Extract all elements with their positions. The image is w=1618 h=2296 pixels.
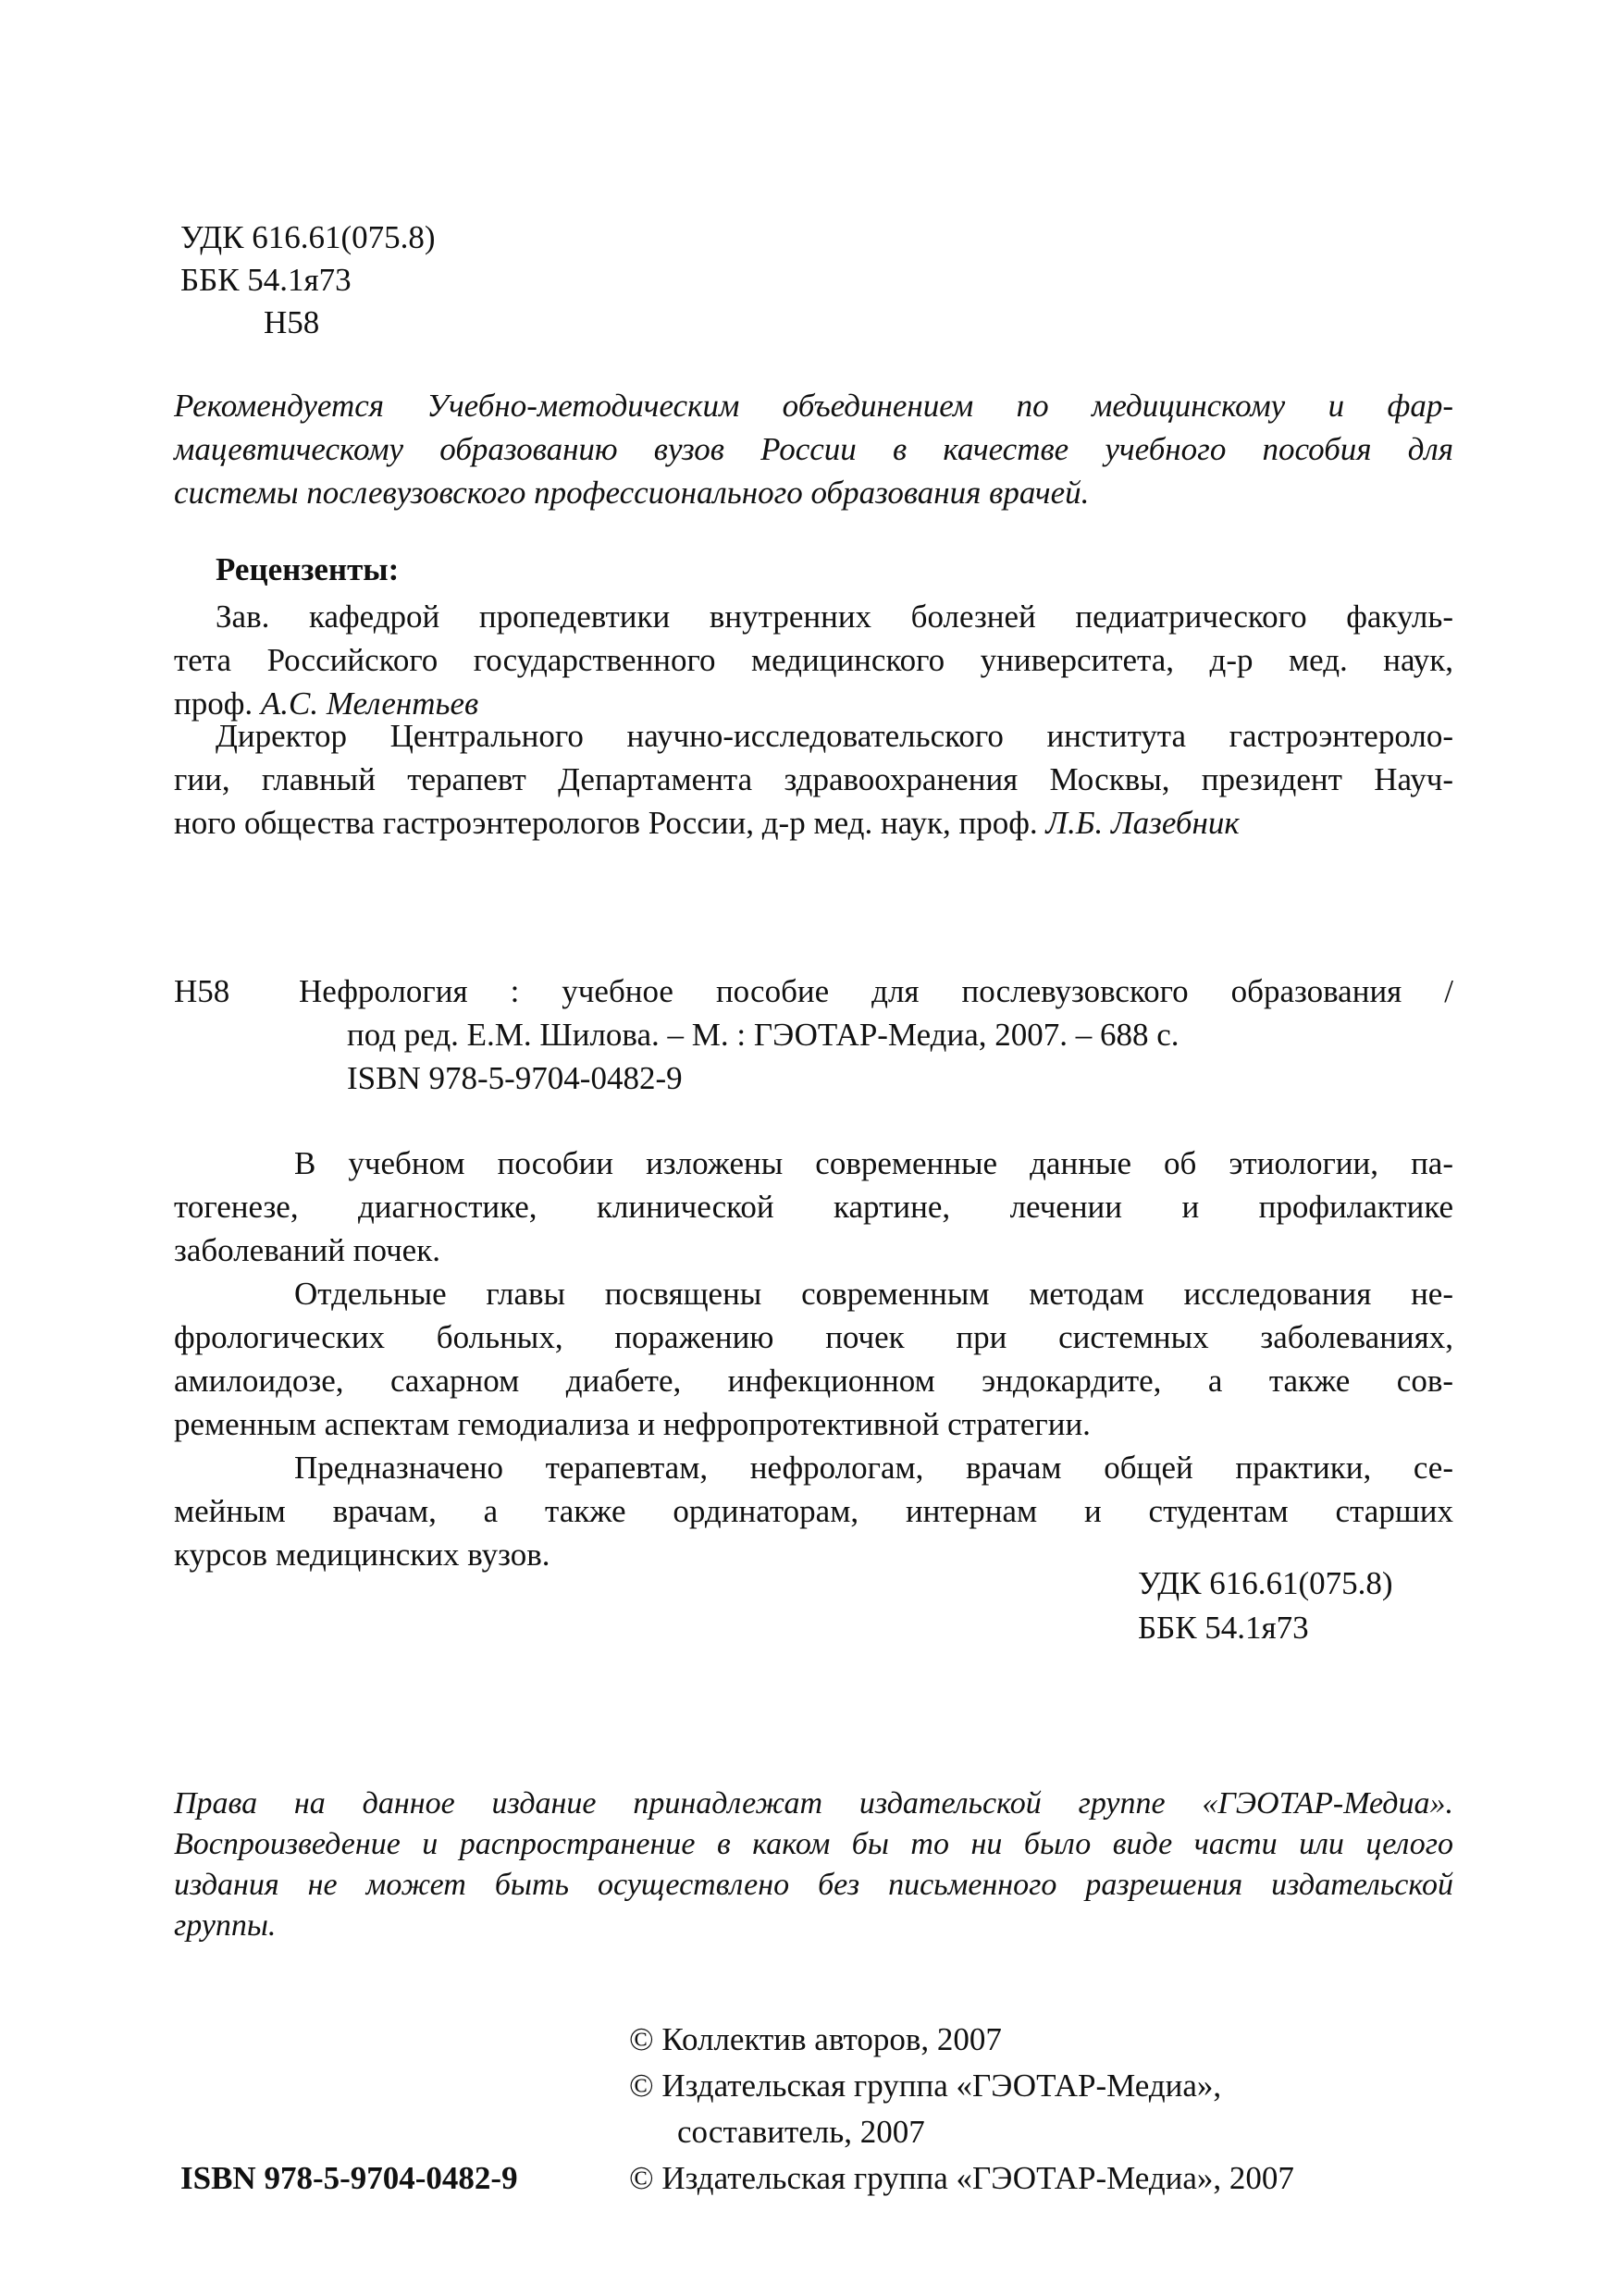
- annotation-line: Отдельные главы посвящены современным методам исследования не-: [294, 1276, 1453, 1312]
- bbk-code: ББК 54.1я73: [180, 262, 352, 298]
- isbn: ISBN 978-5-9704-0482-9: [180, 2160, 518, 2196]
- udk-code: УДК 616.61(075.8): [180, 219, 436, 255]
- bib-line: Нефрология : учебное пособие для послевузовского образования /: [299, 973, 1453, 1009]
- bibliographic-record: [299, 969, 1453, 1100]
- reviewer-line: тета Российского государственного медицинского университета, д-р мед. наук,: [174, 642, 1453, 678]
- reviewer-name: Л.Б. Лазебник: [1045, 805, 1240, 841]
- reviewer-line: гии, главный терапевт Департамента здравоохранения Москвы, президент Науч-: [174, 761, 1453, 797]
- bib-isbn: ISBN 978-5-9704-0482-9: [347, 1060, 683, 1096]
- reviewers-heading: Рецензенты:: [216, 551, 400, 587]
- author-mark: Н58: [264, 304, 320, 340]
- bib-author-mark: Н58: [174, 973, 230, 1009]
- isbn-block: [180, 2109, 518, 2202]
- rights-line: Права на данное издание принадлежат издательской группе «ГЭОТАР-Медиа».: [174, 1786, 1453, 1821]
- copyright-line: © Издательская группа «ГЭОТАР-Медиа»,: [629, 2068, 1222, 2104]
- rights-line: Воспроизведение и распространение в каком бы то ни было виде части или целого: [174, 1827, 1453, 1861]
- reviewer-line: Зав. кафедрой пропедевтики внутренних болезней педиатрического факуль-: [216, 599, 1453, 635]
- annotation-line: мейным врачам, а также ординаторам, интернам и студентам старших: [174, 1493, 1453, 1529]
- annotation-line: заболеваний почек.: [174, 1232, 440, 1268]
- recommendation-line: мацевтическому образованию вузов России в качестве учебного пособия для: [174, 431, 1453, 467]
- annotation-line: амилоидозе, сахарном диабете, инфекционном эндокардите, а также сов-: [174, 1363, 1453, 1399]
- reviewer-last-line: [174, 801, 1453, 845]
- copyright-line: © Коллектив авторов, 2007: [629, 2021, 1002, 2057]
- annotation-line: фрологических больных, поражению почек при системных заболеваниях,: [174, 1319, 1453, 1355]
- classification-footer: [1138, 1562, 1393, 1650]
- annotation-line: Предназначено терапевтам, нефрологам, врачам общей практики, се-: [294, 1450, 1453, 1486]
- reviewer-entry: [174, 595, 1453, 725]
- classification-header: [180, 216, 436, 344]
- annotation-line: В учебном пособии изложены современные данные об этиологии, па-: [294, 1145, 1453, 1181]
- recommendation-statement: [174, 384, 1453, 514]
- annotation-line: курсов медицинских вузов.: [174, 1537, 550, 1573]
- rights-line: издания не может быть осуществлено без письменного разрешения издательской: [174, 1868, 1453, 1902]
- annotation-line: тогенезе, диагностике, клинической картине, лечении и профилактике: [174, 1189, 1453, 1225]
- reviewer-prefix: ного общества гастроэнтерологов России, д-р мед. наук, проф.: [174, 805, 1046, 841]
- reviewer-name: А.С. Мелентьев: [260, 685, 479, 722]
- copyright-line: составитель, 2007: [677, 2114, 925, 2150]
- udk-code: УДК 616.61(075.8): [1138, 1565, 1393, 1601]
- copyright-line: © Издательская группа «ГЭОТАР-Медиа», 2007: [629, 2160, 1294, 2196]
- reviewer-line: Директор Центрального научно-исследовательского института гастроэнтероло-: [216, 718, 1453, 754]
- reviewer-entry: [174, 714, 1453, 845]
- rights-line: группы.: [174, 1908, 277, 1943]
- copyright-block: [629, 2017, 1462, 2202]
- recommendation-line: Рекомендуется Учебно-методическим объединением по медицинскому и фар-: [174, 388, 1453, 424]
- reviewer-prefix: проф.: [174, 685, 261, 722]
- bib-line: под ред. Е.М. Шилова. – М. : ГЭОТАР-Медиа, 2007. – 688 с.: [347, 1017, 1180, 1053]
- rights-notice: [174, 1784, 1453, 1946]
- bbk-code: ББК 54.1я73: [1138, 1610, 1309, 1646]
- annotation-line: ременным аспектам гемодиализа и нефропротективной стратегии.: [174, 1406, 1091, 1442]
- annotation: [174, 1142, 1453, 1576]
- recommendation-line: системы послевузовского профессионального образования врачей.: [174, 475, 1090, 511]
